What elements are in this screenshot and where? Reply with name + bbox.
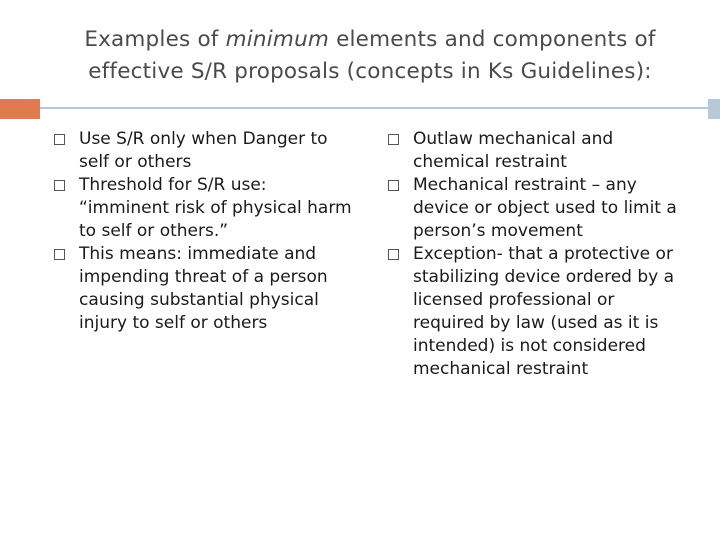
- list-item: [386, 174, 686, 243]
- square-outline-icon: [388, 180, 399, 191]
- left-column: [52, 128, 352, 335]
- slide-title: [40, 24, 700, 88]
- left-bullet-list: [52, 128, 352, 335]
- list-item-text: Threshold for S/R use: “imminent risk of physical harm to self or others.”: [79, 175, 352, 241]
- accent-bar: [0, 99, 40, 119]
- list-item-text: Use S/R only when Danger to self or others: [79, 129, 328, 172]
- title-divider: [40, 107, 720, 109]
- square-outline-icon: [54, 180, 65, 191]
- title-part-2: elements and components of effective S/R proposals (concepts in Ks Guidelines):: [88, 27, 656, 84]
- square-outline-icon: [388, 249, 399, 260]
- title-part-1: Examples of: [84, 27, 226, 52]
- list-item-text: Outlaw mechanical and chemical restraint: [413, 129, 614, 172]
- divider-end-cap: [708, 99, 720, 119]
- list-item: [52, 243, 352, 335]
- list-item-text: Exception- that a protective or stabilizing device ordered by a licensed professional or required by law (used as it is intended) is not considered mechanical restraint: [413, 244, 675, 379]
- right-bullet-list: [386, 128, 686, 381]
- square-outline-icon: [54, 249, 65, 260]
- list-item: [52, 128, 352, 174]
- list-item: [386, 128, 686, 174]
- list-item: [52, 174, 352, 243]
- square-outline-icon: [54, 134, 65, 145]
- list-item: [386, 243, 686, 381]
- right-column: [386, 128, 686, 381]
- title-emphasis: minimum: [225, 27, 330, 52]
- square-outline-icon: [388, 134, 399, 145]
- list-item-text: This means: immediate and impending threat of a person causing substantial physical injury to self or others: [79, 244, 328, 333]
- list-item-text: Mechanical restraint – any device or object used to limit a person’s movement: [413, 175, 677, 241]
